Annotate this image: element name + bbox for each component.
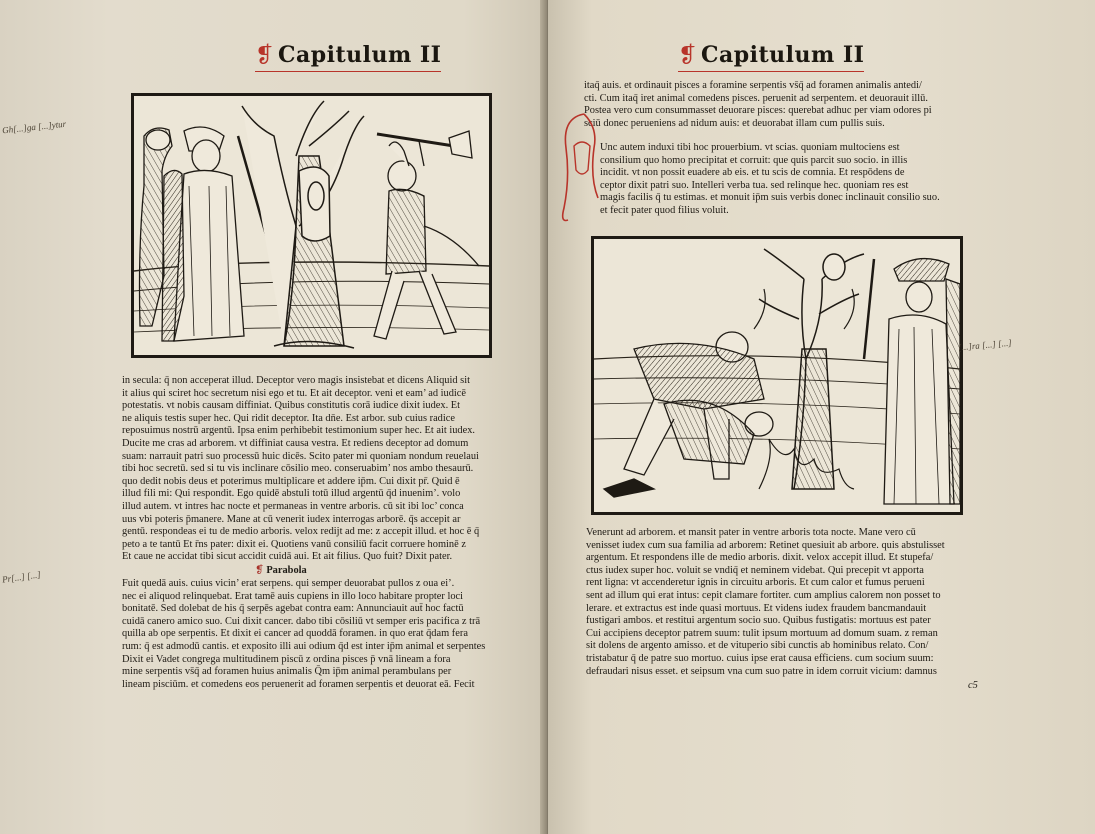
- right-text-line: Unc autem induxi tibi hoc prouerbium. vt scias. quoniam multociens est: [600, 142, 900, 153]
- right-text-line: Cui accipiens deceptor patrem suum: tulit ipsum mortuum ad domum suam. z reman: [586, 627, 938, 639]
- left-text-line: ne aliquis testis super hec. Qui ridit deceptor. Ita dn̄e. Est arbor. sub cuius radice: [122, 412, 455, 424]
- page-signature: c5: [968, 680, 978, 691]
- right-margin-note: [...]ra [...] [...]: [957, 337, 1013, 353]
- left-text-line: Et caue ne accidat tibi sicut accidit cuidā aui. Et ait filius. Quo fuit? Dixit pater.: [122, 551, 453, 563]
- right-text-line: tristabatur q̄ de patre suo mortuo. cuius ipse erat causa efficiens. cum socium suum:: [586, 652, 934, 664]
- woodcut-illustration-tree-axe: [131, 93, 492, 358]
- left-text-line: in secula: q̄ non acceperat illud. Deceptor vero magis insistebat et dicens Aliquid sit: [122, 375, 470, 386]
- right-text-line: et fecit pater quod filius voluit.: [600, 204, 729, 216]
- right-text-line: magis facilis q̄ tu estimas. et monuit ip̄m suis verbis donec inclinauit consilio suo.: [600, 192, 940, 204]
- woodcut-burning-tree-svg: [594, 239, 960, 512]
- left-text-line: it alius qui sciret hoc secretum nisi ego et tu. Et ait deceptor. veni et eam’ ad iudicē: [122, 387, 467, 399]
- left-text-line: illud autem. vt intres hac nocte et permaneas in ventre arboris. cū sit ibi loc’ conca: [122, 500, 464, 512]
- left-text-line: Fuit quedā auis. cuius vicin’ erat serpens. qui semper deuorabat pullos z oua ei’.: [122, 578, 455, 589]
- right-body-text-1: [584, 80, 932, 130]
- right-text-line: ctus iudex super hoc. voluit se vndiq̄ et neminem videbat. Qui precepit vt apporta: [586, 564, 924, 576]
- left-body-text-2: [122, 578, 485, 691]
- left-subheading: ❡ Parabola: [255, 565, 307, 576]
- left-page: [0, 0, 545, 834]
- right-text-line: Venerunt ad arborem. et mansit pater in ventre arboris tota nocte. Mane vero cū: [586, 527, 916, 538]
- right-text-line: sciū donec perueniens ad nidum auis: et deuorabat illam cum pullis suis.: [584, 117, 885, 129]
- left-text-line: Dixit ei Vadet congrega multitudinem piscū z ordina pisces p̄ vnā lineam a fora: [122, 653, 451, 665]
- left-text-line: illud fili mi: Qui respondit. Ego quidē abstuli totū illud argentū q̄d inuenim’. volo: [122, 488, 461, 500]
- decorated-initial-icon: [554, 108, 602, 228]
- right-heading-mark-icon: ❡: [678, 43, 697, 68]
- left-text-line: mine serpentis vs̄q̄ ad foramen huius animalis Q̄m ip̄m animal perambulans per: [122, 666, 452, 678]
- right-text-line: cti. Cum itaq̄ iret animal comedens pisces. peruenit ad serpentem. et deuorauit illū.: [584, 92, 928, 104]
- left-text-line: bonitatē. Sed dolebat de his q̄ serpēs agebat contra eam: Annunciauit aut̄ hoc factū: [122, 603, 464, 615]
- left-heading-text: Capitulum II: [277, 42, 442, 68]
- woodcut-tree-axe-svg: [134, 96, 489, 355]
- left-text-line: quo dedit nobis deus et poterimus multiplicare et addere ip̄m. Cui dixit pr̄. Quid ē: [122, 475, 460, 487]
- right-heading-text: Capitulum II: [700, 42, 865, 68]
- right-text-line: sit dolens de argento amisso. et de vituperio sibi cunctis ab hominibus relato. Con/: [586, 640, 929, 652]
- right-text-line: venisset iudex cum sua familia ad arborem: Retinet quesiuit ab arbore. quis abstulisset: [586, 539, 945, 551]
- woodcut-illustration-burning-tree: [591, 236, 963, 515]
- right-text-line: rent ligna: vt accenderetur ignis in circuitu arboris. Et cum calor et fumus perueni: [586, 577, 925, 589]
- right-body-text-2: [600, 142, 940, 218]
- left-text-line: lineam pisciūm. et comedens eos peruenerit ad foramen serpentis et deuorat eā. Fecit: [122, 678, 475, 690]
- left-body-text: [122, 375, 479, 564]
- left-text-line: potestatis. vt nobis causam diffiniat. Quibus constitutis corā iudice dixit iudex. Et: [122, 400, 461, 412]
- right-page-heading: [678, 42, 864, 68]
- left-text-line: quilla ab ope serpentis. Et dixit ei cancer ad quoddā foramen. in quo erat q̄dam fera: [122, 628, 468, 640]
- left-text-line: suam: narrauit patri suo processū huic dicēs. Scito pater mi quoniam nondum reuelaui: [122, 450, 479, 462]
- left-text-line: Ducite me cras ad arborem. vt diffiniat causa vestra. Et rediens deceptor ad domum: [122, 437, 469, 449]
- right-text-line: argentum. Et respondens ille de medio arboris. dixit. velox accepit illud. Et stupefa/: [586, 552, 934, 564]
- right-body-text-3: [586, 527, 945, 678]
- left-text-line: cuidā canero amico suo. Cui dixit cancer. dabo tibi cōsiliū vt semper eris pacifica z trā: [122, 615, 481, 627]
- right-page: [548, 0, 1095, 834]
- right-text-line: Postea vero cum consummasset deuorare pisces: querebat adhuc per viam odores pi: [584, 105, 932, 117]
- left-text-line: tibi hoc secretū. sed si tu vis inclinare cōsilio meo. conseruabim’ nos ambo thesaurū.: [122, 463, 474, 475]
- right-text-line: defraudari nisus esset. et seipsum vna cum suo patre in idem corruit vicium: damnus: [586, 665, 937, 677]
- right-text-line: sent ad illum qui erat intus: cepit clamare fortiter. cum amplius calorem non posset to: [586, 589, 941, 601]
- right-text-line: fustigari ambos. et restitui argentum socio suo. Quibus fustigatis: mortuus est pater: [586, 615, 931, 627]
- left-text-line: gentū. respondeas ei tu de medio arboris. velox redijt ad me: z accepit illud. et hoc ē q̄: [122, 526, 480, 538]
- parabola-subheading: Parabola: [266, 565, 307, 576]
- right-text-line: consilium quo homo precipitat et corruit: que quis parcit suo socio. in illis: [600, 154, 908, 166]
- right-text-line: ceptor dixit patri suo. Intelleri verba tua. sed relinque hec. quoniam res est: [600, 179, 909, 191]
- right-text-line: lerare. et extractus est inde quasi mortuus. Et videns iudex fraudem bancmandauit: [586, 602, 927, 614]
- left-page-heading: [255, 42, 441, 68]
- left-text-line: uus vbi poteris p̄manere. Mane at cū venerit iudex interrogas arborē. q̄s accepit ar: [122, 513, 461, 525]
- left-text-line: nec ei aliquod relinquebat. Erat tamē auis cupiens in illo loco habitare propter loci: [122, 590, 464, 602]
- left-margin-note-top: Gh[...]ga [...]ytur: [1, 118, 67, 136]
- right-text-line: incidit. vt non possit euadere ab eis. et tu scis de comnia. Et respōdens de: [600, 167, 905, 179]
- left-heading-mark-icon: ❡: [255, 43, 274, 68]
- left-text-line: reposuimus nostrū argentū. Ipsa enim perhibebit testimonium super hec. Et ait iudex.: [122, 425, 476, 437]
- left-text-line: peto a te tantū Et r̄ns pater: dixit ei. Quotiens vanū consiliū facit corruere hominē z: [122, 538, 466, 550]
- left-margin-note-bottom: Pr[...] [...]: [1, 569, 42, 585]
- left-text-line: rum: q̄ est admodū cantis. et exposito illi aui odium q̄d est inter ip̄m animal et serpentes: [122, 640, 486, 652]
- right-text-line: itaq̄ auis. et ordinauit pisces a foramine serpentis vs̄q̄ ad foramen animalis antedi/: [584, 80, 922, 91]
